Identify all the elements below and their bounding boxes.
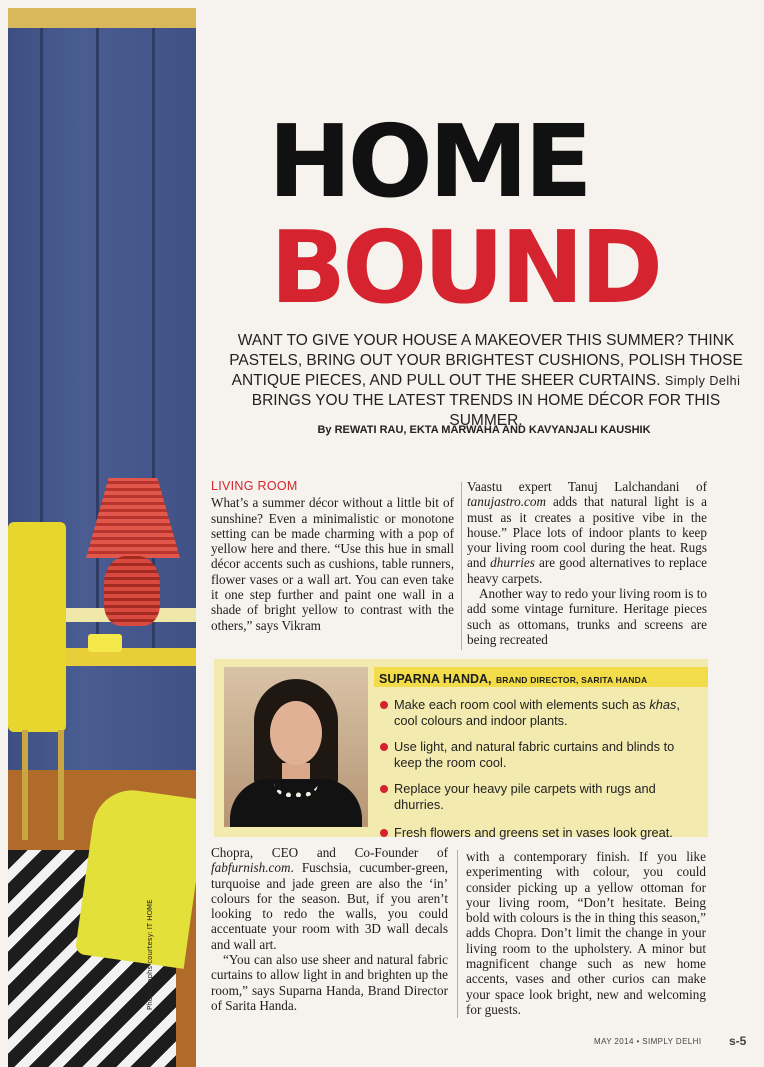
lamp-base	[104, 556, 160, 626]
yellow-side-table	[56, 648, 196, 666]
tips-list	[380, 697, 702, 851]
expert-name-line	[379, 670, 647, 688]
photo-credit: Photographs courtesy: IT HOME	[146, 899, 154, 1010]
italic-word: dhurries	[490, 555, 535, 571]
yellow-box	[88, 634, 122, 652]
text-run: , cool colours and indoor plants.	[394, 697, 680, 728]
column-4	[466, 849, 706, 1017]
tip-item: Replace your heavy pile carpets with rugs and dhurries.	[380, 781, 702, 813]
tip-item: Fresh flowers and greens set in vases look great.	[380, 825, 702, 841]
website-name: fabfurnish.com	[211, 860, 291, 876]
paragraph: What’s a summer décor without a little bit of sunshine? Even a minimalistic or monotone setting can be made charming with a pop of yellow here and there. “Use this hue in small décor accents such as cushions, table runners, flower vases or a wall art. You can even take it one step further and paint one wall in a shade of bright yellow to contrast with the others,” says Vikram	[211, 495, 454, 633]
text-run: Vaastu expert Tanuj Lalchandani of	[467, 479, 707, 494]
italic-word: khas	[649, 697, 677, 712]
paragraph	[211, 845, 448, 952]
issue-info: MAY 2014 • SIMPLY DELHI	[594, 1037, 702, 1046]
website-name: tanujastro.com	[467, 494, 547, 510]
wall-trim	[8, 8, 196, 28]
yellow-chair	[8, 522, 66, 732]
expert-name: SUPARNA HANDA,	[379, 672, 492, 686]
paragraph: “You can also use sheer and natural fabric curtains to allow light in and brighten up the room,” says Suparna Handa, Brand Director of Sarita Handa.	[211, 952, 448, 1013]
text-run: . Fuschsia, cucumber-green, turquoise and jade green are also the ‘in’ colours for the season. But, if you aren’t looking to redo the walls, you could accentuate your room with 3D wall decals and wall art.	[211, 860, 448, 952]
paragraph	[467, 479, 707, 586]
column-3	[211, 845, 448, 1013]
section-heading: LIVING ROOM	[211, 479, 298, 493]
chair-leg	[22, 730, 28, 840]
column-2	[467, 479, 707, 647]
expert-role: BRAND DIRECTOR, SARITA HANDA	[495, 675, 648, 685]
living-room-photo	[0, 0, 196, 1067]
text-run: Chopra, CEO and Co-Founder of	[211, 845, 448, 860]
byline: By REWATI RAU, EKTA MARWAHA AND KAVYANJALI KAUSHIK	[317, 424, 651, 436]
chair-leg	[58, 730, 64, 840]
paragraph: with a contemporary finish. If you like experimenting with colour, you could consider picking up a yellow ottoman for your living room, “Don’t hesitate. Being bold with colours is the in thing this season,” adds Chopra. Don’t limit the change in your living room to the upholstery. A minor but magnificent change such as new home accents, vases and other curios can make your space look bright, new and welcoming for guests.	[466, 849, 706, 1017]
standfirst-part-1: WANT TO GIVE YOUR HOUSE A MAKEOVER THIS SUMMER? THINK PASTELS, BRING OUT YOUR BRIGHTEST CUSHIONS, POLISH THOSE ANTIQUE PIECES, AND PULL OUT THE SHEER CURTAINS.	[229, 332, 743, 389]
headline-line-2: BOUND	[270, 209, 660, 326]
brand-name: Simply Delhi	[664, 374, 741, 388]
text-run: adds that natural light is a must as it creates a positive vibe in the house.” Place lots of indoor plants to keep your living room cool during the heat. Rugs and	[467, 494, 707, 571]
page-number: s-5	[729, 1034, 747, 1048]
portrait-photo	[224, 667, 368, 827]
tip-item: Use light, and natural fabric curtains and blinds to keep the room cool.	[380, 739, 702, 771]
column-divider	[461, 482, 462, 650]
headline-line-1: HOME	[268, 103, 589, 220]
standfirst-part-2: BRINGS YOU THE LATEST TRENDS IN HOME DÉCOR FOR THIS SUMMER.	[251, 392, 721, 429]
tip-item	[380, 697, 702, 729]
text-run: are good alternatives to replace heavy carpets.	[467, 555, 707, 586]
paragraph: Another way to redo your living room is to add some vintage furniture. Heritage pieces such as ottomans, trunks and screens are being recreated	[467, 586, 707, 647]
text-run: Make each room cool with elements such as	[394, 697, 650, 712]
portrait-face	[270, 701, 322, 765]
column-divider	[457, 850, 458, 1018]
standfirst	[226, 331, 746, 431]
column-1	[211, 479, 454, 633]
